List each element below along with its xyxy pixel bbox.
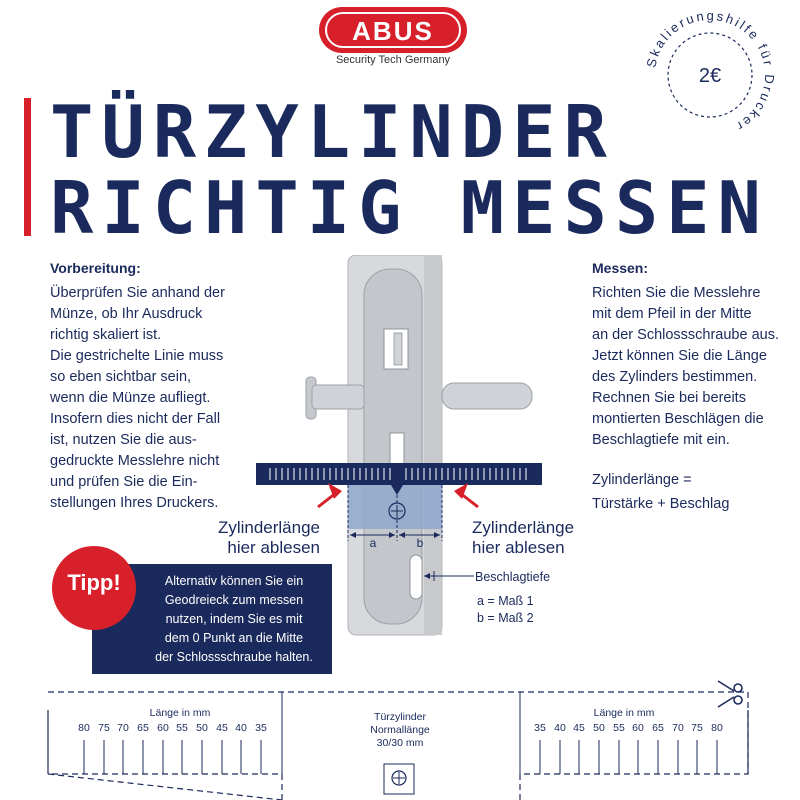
mass-b-legend: b = Maß 2 <box>477 611 534 625</box>
mass-a-legend: a = Maß 1 <box>477 594 534 608</box>
measure-heading: Messen: <box>592 260 649 276</box>
tick-label: 60 <box>157 722 169 734</box>
tick-label: 75 <box>98 722 110 734</box>
standard-length-label <box>330 711 470 750</box>
left-ticks <box>84 740 261 774</box>
tipp-line: Alternativ können Sie ein <box>164 574 304 588</box>
tipp-line: dem 0 Punkt an die Mitte <box>164 631 304 645</box>
tick-label: 80 <box>78 722 90 734</box>
text-line: Münze, ob Ihr Ausdruck <box>50 306 203 322</box>
read-right-line-2: hier ablesen <box>472 538 565 557</box>
latch-bolt <box>394 333 402 365</box>
tick-label: 70 <box>672 722 684 734</box>
length-label-right: Länge in mm <box>593 707 655 719</box>
text-line: wenn die Münze aufliegt. <box>50 390 211 406</box>
tick-label: 45 <box>573 722 585 734</box>
dead-bolt <box>390 433 404 467</box>
tick-label: 40 <box>235 722 247 734</box>
tipp-label: Tipp! <box>67 570 121 595</box>
tick-label: 65 <box>137 722 149 734</box>
read-right-line-1: Zylinderlänge <box>472 518 575 537</box>
coin-scaling-stamp <box>620 0 800 150</box>
text-line: Richten Sie die Messlehre <box>592 285 761 301</box>
center-line-1: Türzylinder <box>374 711 426 723</box>
tick-label: 80 <box>711 722 723 734</box>
title-line-1: TÜRZYLINDER <box>50 90 615 174</box>
tick-label: 55 <box>176 722 188 734</box>
beschlagtiefe-label: Beschlagtiefe <box>475 570 551 584</box>
coin-circle-text: Skalierungshilfe für Drucker <box>643 7 778 136</box>
center-line-3: 30/30 mm <box>376 737 424 749</box>
text-line: stellungen Ihres Druckers. <box>50 495 219 511</box>
text-line: Insofern dies nicht der Fall <box>50 411 221 427</box>
title-accent-bar <box>24 98 31 236</box>
read-left-line-2: hier ablesen <box>227 538 320 557</box>
read-left-line-1: Zylinderlänge <box>217 518 320 537</box>
keyhole <box>410 555 422 599</box>
measure-text <box>592 283 792 451</box>
tick-label: 35 <box>534 722 546 734</box>
text-line: mit dem Pfeil in der Mitte <box>592 306 752 322</box>
text-line: Beschlagtiefe mit ein. <box>592 432 730 448</box>
read-here-left <box>170 518 320 558</box>
ruler-band <box>256 463 542 485</box>
text-line: Rechnen Sie bei bereits <box>592 390 746 406</box>
abus-logo <box>318 6 468 54</box>
right-ticks <box>540 740 717 774</box>
tick-label: 70 <box>117 722 129 734</box>
dimension-b-label: b <box>416 536 424 550</box>
text-line: Die gestrichelte Linie muss <box>50 348 224 364</box>
tipp-text <box>140 572 328 667</box>
dimension-a-label: a <box>369 536 377 550</box>
tipp-line: nutzen, indem Sie es mit <box>165 612 303 626</box>
tick-label: 40 <box>554 722 566 734</box>
title-line-2: RICHTIG MESSEN <box>50 166 769 250</box>
tipp-line: der Schlossschraube halten. <box>155 650 313 664</box>
text-line: gedruckte Messlehre nicht <box>50 453 220 469</box>
text-line: richtig skaliert ist. <box>50 327 162 343</box>
tick-label: 60 <box>632 722 644 734</box>
tick-label: 50 <box>593 722 605 734</box>
tick-label: 50 <box>196 722 208 734</box>
center-line-2: Normallänge <box>370 724 430 736</box>
text-line: so eben sichtbar sein, <box>50 369 192 385</box>
logo-tagline: Security Tech Germany <box>335 54 451 66</box>
tick-label: 55 <box>613 722 625 734</box>
formula-line-1: Zylinderlänge = <box>592 472 692 488</box>
lever-handle <box>442 383 532 409</box>
read-here-right <box>472 518 622 558</box>
tick-label: 65 <box>652 722 664 734</box>
door-edge-side <box>424 255 442 635</box>
length-label-left: Länge in mm <box>149 707 211 719</box>
coin-value: 2€ <box>698 65 722 87</box>
logo-text: ABUS <box>352 16 434 46</box>
text-line: und prüfen Sie die Ein- <box>50 474 198 490</box>
tick-label: 45 <box>216 722 228 734</box>
scissors-icon <box>718 681 742 707</box>
tick-label: 35 <box>255 722 267 734</box>
formula-line-2: Türstärke + Beschlag <box>592 496 730 512</box>
text-line: an der Schlossschraube aus. <box>592 327 779 343</box>
preparation-heading: Vorbereitung: <box>50 260 141 276</box>
handle-neck <box>312 385 364 409</box>
tipp-line: Geodreieck zum messen <box>164 593 304 607</box>
text-line: des Zylinders bestimmen. <box>592 369 758 385</box>
text-line: ist, nutzen Sie die aus- <box>50 432 197 448</box>
tick-label: 75 <box>691 722 703 734</box>
text-line: montierten Beschlägen die <box>592 411 764 427</box>
text-line: Jetzt können Sie die Länge <box>592 348 767 364</box>
text-line: Überprüfen Sie anhand der <box>50 285 225 301</box>
